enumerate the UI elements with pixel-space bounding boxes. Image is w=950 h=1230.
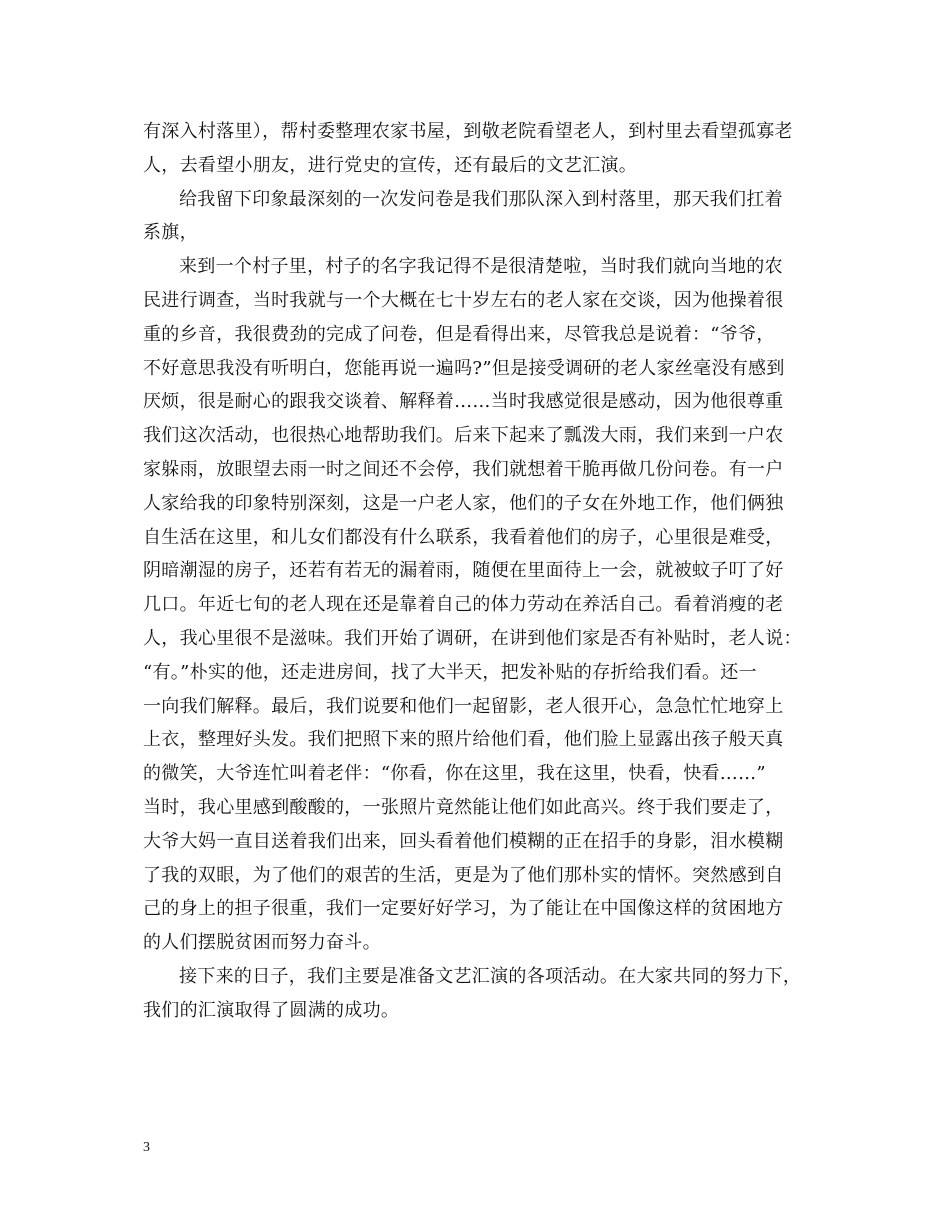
paragraph [143, 115, 823, 183]
text-line: 厌烦，很是耐心的跟我交谈着、解释着……当时我感觉很是感动，因为他很尊重 [143, 391, 784, 413]
page-number: 3 [143, 1140, 150, 1155]
text-line: 重的乡音，我很费劲的完成了问卷，但是看得出来，尽管我总是说着：“爷爷， [143, 323, 775, 345]
text-line: 的人们摆脱贫困而努力奋斗。 [143, 932, 381, 954]
text-line: 我们的汇演取得了圆满的成功。 [143, 999, 400, 1021]
paragraph [143, 250, 823, 960]
text-line: 给我留下印象最深刻的一次发问卷是我们那队深入到村落里，那天我们扛着 [179, 188, 783, 210]
text-line: 上衣，整理好头发。我们把照下来的照片给他们看，他们脸上显露出孩子般天真 [143, 729, 784, 751]
text-line: 几口。年近七旬的老人现在还是靠着自己的体力劳动在养活自己。看着消瘦的老 [143, 594, 784, 616]
text-line: 民进行调查，当时我就与一个大概在七十岁左右的老人家在交谈，因为他操着很 [143, 289, 784, 311]
text-line: 我们这次活动，也很热心地帮助我们。后来下起来了瓢泼大雨，我们来到一户农 [143, 425, 784, 447]
text-line: “有。”朴实的他，还走进房间，找了大半天，把发补贴的存折给我们看。还一 [143, 661, 757, 683]
text-line: 一向我们解释。最后，我们说要和他们一起留影，老人很开心，急急忙忙地穿上 [143, 695, 784, 717]
text-line: 接下来的日子，我们主要是准备文艺汇演的各项活动。在大家共同的努力下， [179, 965, 802, 987]
text-line: 系旗， [143, 222, 198, 244]
text-line: 当时，我心里感到酸酸的，一张照片竟然能让他们如此高兴。终于我们要走了， [143, 796, 784, 818]
text-line: 不好意思我没有听明白，您能再说一遍吗?”但是接受调研的老人家丝毫没有感到 [143, 357, 785, 379]
text-line: 人，去看望小朋友，进行党史的宣传，还有最后的文艺汇演。 [143, 154, 638, 176]
text-line: 人家给我的印象特别深刻，这是一户老人家，他们的子女在外地工作，他们俩独 [143, 492, 784, 514]
text-line: 有深入村落里），帮村委整理农家书屋，到敬老院看望老人，到村里去看望孤寡老 [143, 121, 793, 142]
paragraph [143, 183, 823, 251]
text-line: 家躲雨，放眼望去雨一时之间还不会停，我们就想着干脆再做几份问卷。有一户 [143, 458, 784, 480]
document-body [143, 115, 823, 1028]
text-line: 了我的双眼，为了他们的艰苦的生活，更是为了他们那朴实的情怀。突然感到自 [143, 864, 784, 886]
text-line: 己的身上的担子很重，我们一定要好好学习，为了能让在中国像这样的贫困地方 [143, 898, 784, 920]
text-line: 自生活在这里，和儿女们都没有什么联系，我看着他们的房子，心里很是难受， [143, 526, 784, 548]
text-line: 来到一个村子里，村子的名字我记得不是很清楚啦，当时我们就向当地的农 [179, 256, 783, 278]
text-line: 大爷大妈一直目送着我们出来，回头看着他们模糊的正在招手的身影，泪水模糊 [143, 830, 784, 852]
paragraph [143, 960, 823, 1028]
text-line: 人，我心里很不是滋味。我们开始了调研，在讲到他们家是否有补贴时，老人说： [143, 627, 802, 649]
text-line: 阴暗潮湿的房子，还若有若无的漏着雨，随便在里面待上一会，就被蚊子叮了好 [143, 560, 784, 582]
text-line: 的微笑，大爷连忙叫着老伴：“你看，你在这里，我在这里，快看，快看……” [143, 763, 766, 785]
